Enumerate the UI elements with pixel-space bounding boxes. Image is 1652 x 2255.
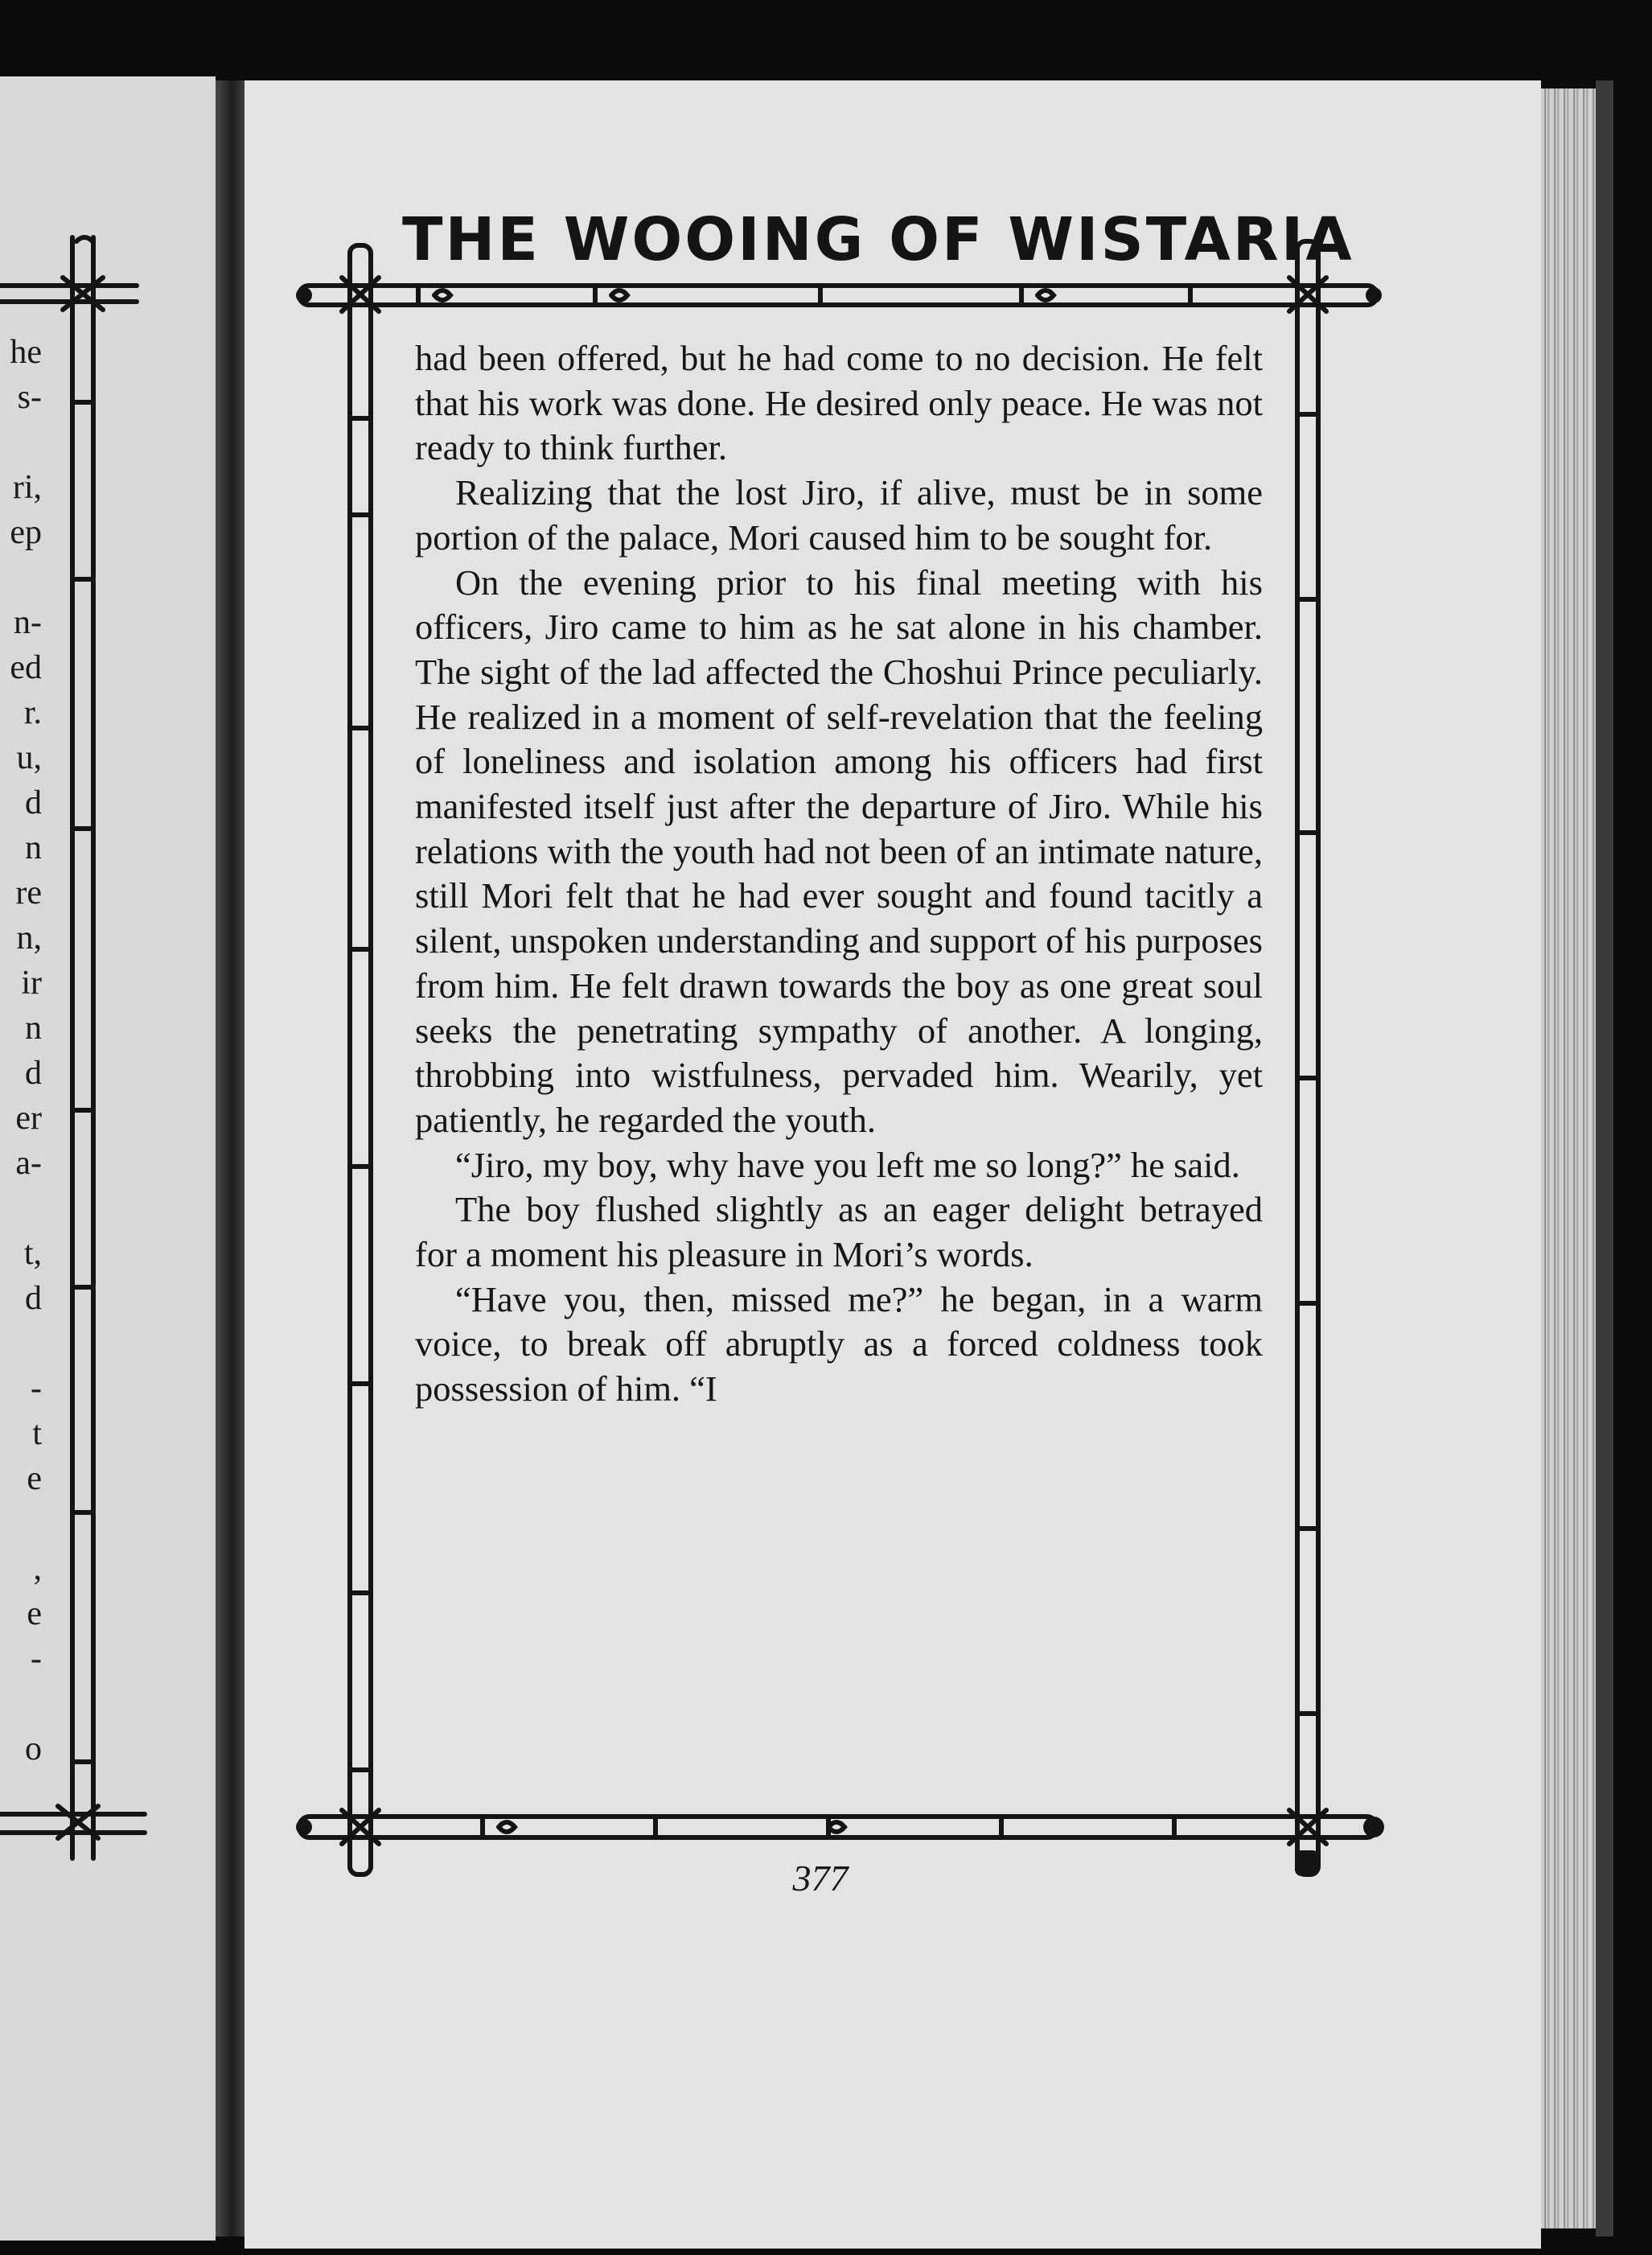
fragment-line: n	[25, 1010, 42, 1047]
fragment-line: d	[25, 784, 42, 821]
paragraph: The boy flushed slightly as an eager delight betrayed for a moment his pleasure in Mori’s words.	[415, 1189, 1263, 1275]
paragraph: Realizing that the lost Jiro, if alive, must be in some portion of the palace, Mori caused him to be sought for.	[415, 472, 1263, 558]
fragment-line: ri,	[12, 469, 42, 506]
fragment-line: r.	[23, 694, 42, 731]
fragment-line: -	[31, 1640, 42, 1677]
fragment-line: n,	[16, 920, 42, 957]
fragment-line: n	[25, 829, 42, 866]
fragment-line: e	[27, 1460, 42, 1497]
fragment-line: er	[15, 1100, 42, 1137]
fragment-line: ep	[10, 514, 42, 551]
paragraph: On the evening prior to his final meeting with his officers, Jiro came to him as he sat alone in his chamber. The sight of the lad affected the Choshui Prince peculiarly. He realized in a moment of self-revelation that the feeling of loneliness and isolation among his officers had first manifested itself just after the departure of Jiro. While his relations with the youth had not been of an intimate nature, still Mori felt that he had ever sought and found tacitly a silent, unspoken understanding and support of his purposes from him. He felt drawn towards the boy as one great soul seeks the penetrating sympathy of another. A longing, throbbing into wistfulness, pervaded him. Wearily, yet patiently, he regarded the youth.	[415, 562, 1263, 1140]
left-bamboo-frame	[0, 237, 145, 1858]
fragment-line: n-	[14, 604, 42, 641]
fragment-line: ,	[33, 1550, 42, 1587]
running-header-title: THE WOOING OF WISTARIA	[402, 205, 1354, 274]
fragment-line: o	[25, 1730, 42, 1767]
fragment-line: s-	[17, 379, 42, 416]
fragment-line: ir	[21, 965, 42, 1002]
fragment-line: t	[32, 1415, 42, 1452]
fragment-line: a-	[15, 1145, 42, 1182]
fragment-line: he	[10, 334, 42, 371]
page-body	[415, 336, 1263, 1412]
fragment-line: -	[31, 1370, 42, 1407]
paragraph: “Jiro, my boy, why have you left me so long?” he said.	[455, 1144, 1240, 1185]
fragment-line: e	[27, 1595, 42, 1632]
fragment-line: d	[25, 1055, 42, 1092]
fragment-line: re	[15, 874, 42, 911]
fragment-line: u,	[16, 739, 42, 776]
paragraph: “Have you, then, missed me?” he began, in a warm voice, to break off abruptly as a forced coldness took possession of him. “I	[415, 1278, 1263, 1409]
fragment-line: ed	[10, 649, 42, 686]
fragment-line: t,	[23, 1235, 42, 1272]
fragment-line: d	[25, 1280, 42, 1317]
page-number: 377	[792, 1858, 849, 1899]
paragraph: had been offered, but he had come to no decision. He felt that his work was done. He desired only peace. He was not ready to think further.	[415, 338, 1263, 468]
